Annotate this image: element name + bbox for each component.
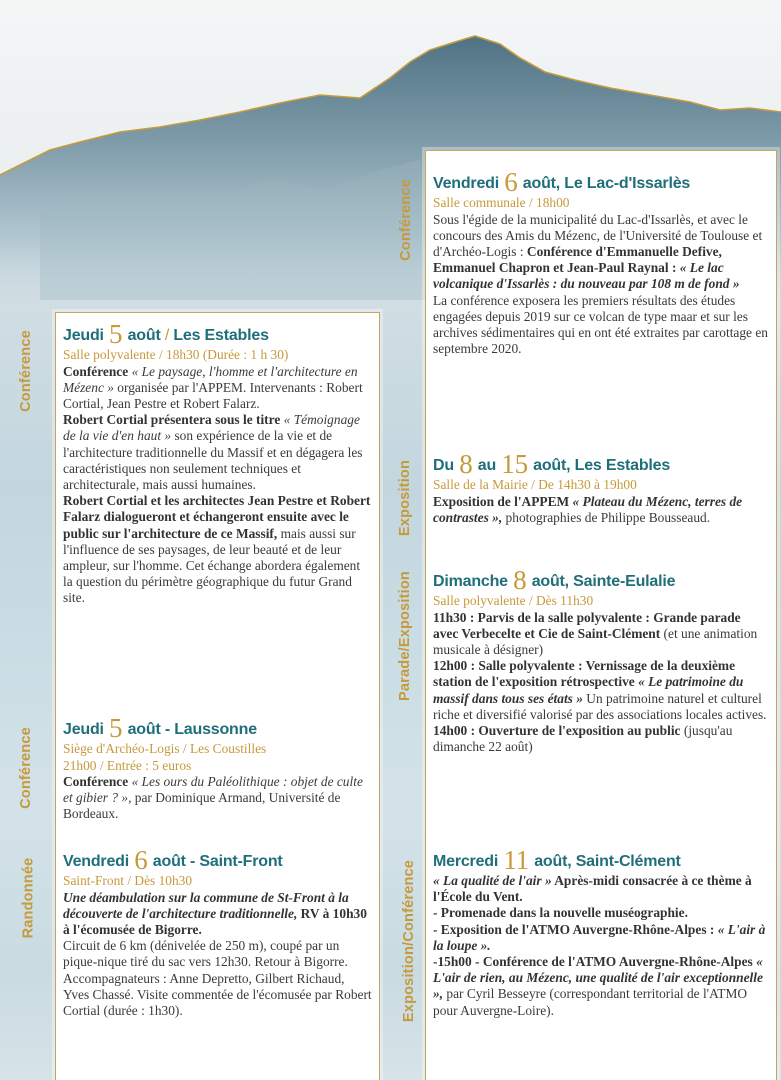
event-venue: Salle communale / 18h00: [433, 195, 570, 210]
side-label-conference-3: Conférence: [397, 179, 414, 261]
event-description: 11h30 : Parvis de la salle polyvalente : Grande parade avec Verbecelte et Cie de Saint-Clément (et une animation musicale à désigner): [433, 609, 758, 657]
event-title: Du 8 au 15 août, Les Estables: [433, 449, 671, 479]
side-label-conference-2: Conférence: [17, 727, 34, 809]
event-description-4: -15h00 - Conférence de l'ATMO Auvergne-Rhône-Alpes « L'air de rien, au Mézenc, une qualité de l'air exceptionnelle », par Cyril Besseyre (correspondant territorial de l'ATMO pour Auvergne-Loire).: [433, 954, 763, 1018]
event-description-2: La conférence exposera les premiers résultats des études engagées depuis 2019 sur ce volcan de type maar et sur les archives sédimentaires qui en ont été extraites par carottage en septembre 2020.: [433, 292, 768, 357]
event-description-3: 14h00 : Ouverture de l'exposition au public (jusqu'au dimanche 22 août): [433, 722, 733, 755]
event-description-3: Accompagnateurs : Anne Depretto, Gilbert Richaud, Yves Chassé. Visite commentée de l'écomusée par Robert Cortial (durée : 1h30).: [63, 970, 372, 1018]
side-label-conference-1: Conférence: [17, 330, 34, 412]
event-mercredi-11-saint-clement: [433, 846, 769, 1019]
event-jeudi-5-laussonne: [63, 714, 373, 823]
event-description: Exposition de l'APPEM « Plateau du Mézenc, terres de contrastes », photographies de Philippe Bousseaud.: [433, 493, 743, 525]
event-vendredi-6-saint-front: [63, 846, 373, 1019]
event-description-2: - Promenade dans la nouvelle muséographie.: [433, 905, 688, 921]
event-description: Sous l'égide de la municipalité du Lac-d'Issarlès, et avec le concours des Amis du Mézenc, de l'Université de Toulouse et d'Archéo-Logis : Conférence d'Emmanuelle Defive, Emmanuel Chapron et Jean-Paul Raynal : « Le lac volcanique d'Issarlès : du nouveau par 108 m de fond »: [433, 211, 763, 292]
event-description: Conférence « Le paysage, l'homme et l'architecture en Mézenc » organisée par l'APPEM. Intervenants : Robert Cortial, Jean Pestre et Robert Falarz.: [63, 363, 363, 411]
event-dimanche-8-sainte-eulalie: [433, 566, 769, 755]
event-title: Vendredi 6 août, Le Lac-d'Issarlès: [433, 167, 691, 197]
event-description-3: Robert Cortial et les architectes Jean Pestre et Robert Falarz dialogueront et échangeront ensuite avec le public sur l'architecture de ce Massif, mais aussi sur l'influence de ses paysages, de leur beauté et de leur ampleur, sur l'homme. Cet échange abordera également la question du périmètre géographique du futur Grand site.: [63, 493, 371, 606]
event-venue: Siège d'Archéo-Logis / Les Coustilles: [63, 741, 267, 756]
event-description-2: Robert Cortial présentera sous le titre « Témoignage de la vie d'en haut » son expérience de la vie et de l'architecture traditionnelle du Massif et en dégagera les caractéristiques non seulement techniques et architecturale, mais aussi humaines.: [63, 412, 363, 492]
side-label-randonnee: Randonnée: [20, 857, 37, 939]
event-vendredi-6-lac-d-issarles: [433, 168, 769, 357]
event-title: Dimanche 8 août, Sainte-Eulalie: [433, 565, 676, 595]
event-venue: Saint-Front / Dès 10h30: [63, 873, 193, 888]
event-description-3: - Exposition de l'ATMO Auvergne-Rhône-Alpes : « L'air à la loupe ».: [433, 921, 766, 953]
event-du-8-au-15-les-estables: [433, 450, 769, 526]
event-description-2: Circuit de 6 km (dénivelée de 250 m), coupé par un pique-nique tiré du sac vers 12h30. Retour à Bigorre.: [63, 938, 348, 970]
event-description: Une déambulation sur la commune de St-Front à la découverte de l'architecture traditionnelle, RV à 10h30 à l'écomusée de Bigorre.: [63, 889, 367, 937]
event-title: Vendredi 6 août - Saint-Front: [63, 845, 283, 875]
event-venue: Salle polyvalente / 18h30 (Durée : 1 h 30): [63, 347, 289, 362]
event-description: Conférence « Les ours du Paléolithique : objet de culte et gibier ? », par Dominique Armand, Université de Bordeaux.: [63, 774, 363, 822]
event-title: Jeudi 5 août - Laussonne: [63, 713, 257, 743]
event-description-2: 12h00 : Salle polyvalente : Vernissage de la deuxième station de l'exposition rétrospective « Le patrimoine du massif dans tous ses états » Un patrimoine naturel et culturel riche et diversifié valorisé par des associations locales actives.: [433, 658, 767, 722]
event-jeudi-5-les-estables: [63, 320, 373, 607]
side-label-exposition: Exposition: [397, 459, 414, 537]
event-venue: Salle de la Mairie / De 14h30 à 19h00: [433, 477, 637, 492]
side-label-exposition-conference: Exposition/Conférence: [401, 859, 418, 1023]
event-time: 21h00 / Entrée : 5 euros: [63, 757, 192, 773]
event-venue: Salle polyvalente / Dès 11h30: [433, 593, 594, 608]
event-title: Mercredi 11 août, Saint-Clément: [433, 845, 681, 875]
event-description: « La qualité de l'air » Après-midi consacrée à ce thème à l'École du Vent.: [433, 873, 752, 905]
side-label-parade-exposition: Parade/Exposition: [396, 571, 413, 701]
event-title: Jeudi 5 août / Les Estables: [63, 319, 269, 349]
